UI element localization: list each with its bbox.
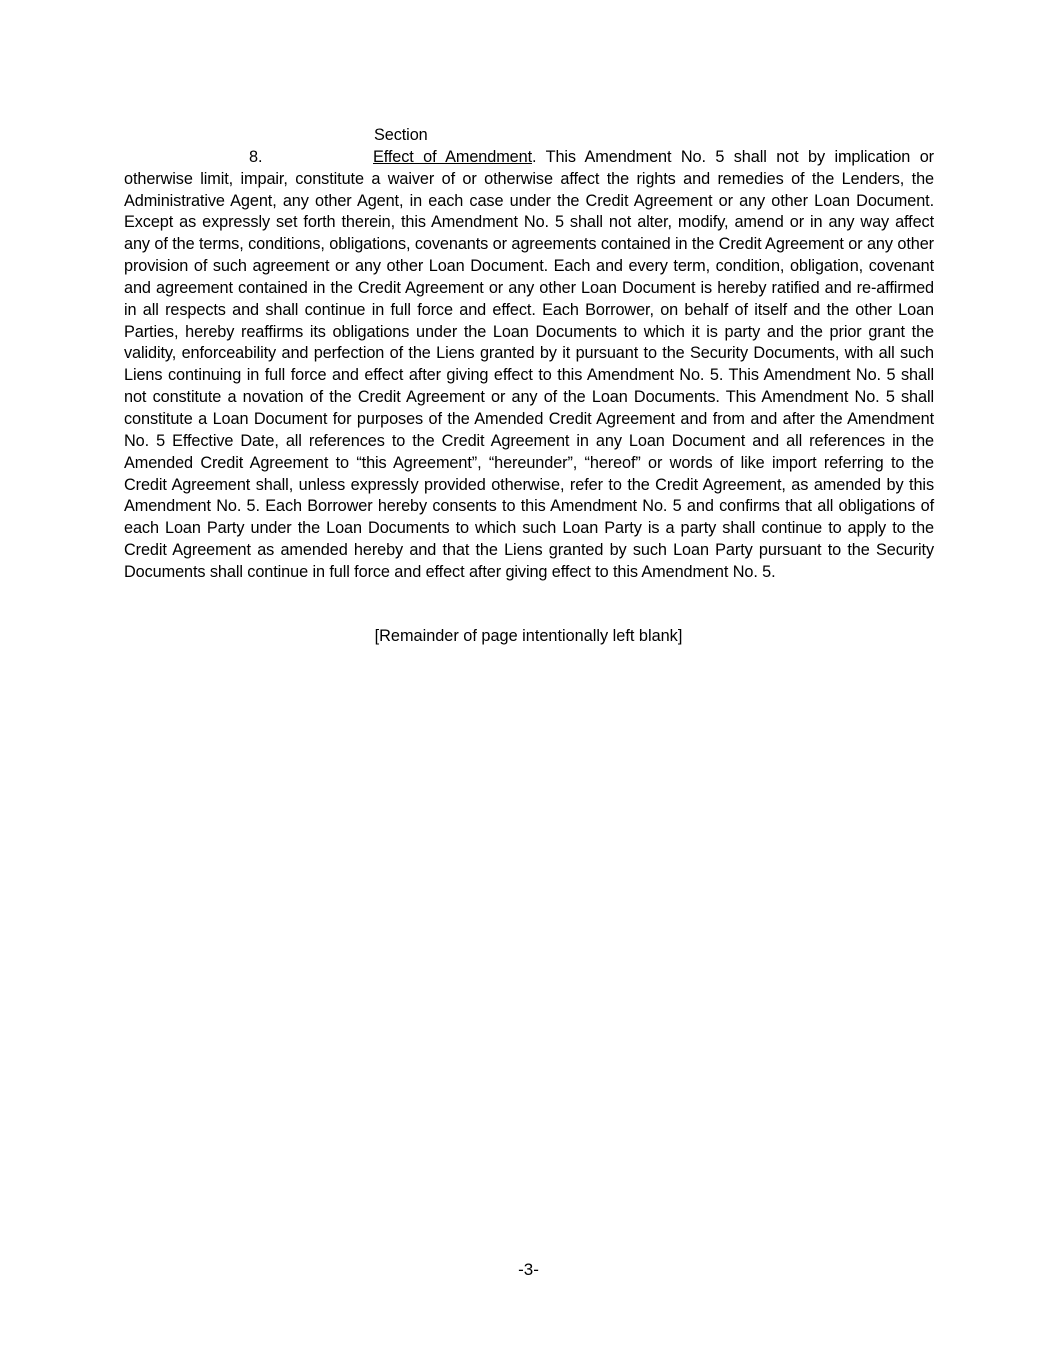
section-heading-period: .	[532, 147, 537, 166]
section-heading: Effect of Amendment	[373, 147, 533, 166]
section-body-text: This Amendment No. 5 shall not by implication or otherwise limit, impair, constitute a waiver of or otherwise affect the rights and remedies of the Lenders, the Administrative Agent, any other Agent, in each case under the Credit Agreement or any other Loan Document. Except as expressly set forth therein, this Amendment No. 5 shall not alter, modify, amend or in any way affect any of the terms, conditions, obligations, covenants or agreements contained in the Credit Agreement or any other provision of such agreement or any other Loan Document. Each and every term, condition, obligation, covenant and agreement contained in the Credit Agreement or any other Loan Document is hereby ratified and re-affirmed in all respects and shall continue in full force and effect. Each Borrower, on behalf of itself and the other Loan Parties, hereby reaffirms its obligations under the Loan Documents to which it is party and the prior grant the validity, enforceability and perfection of the Liens granted by it pursuant to the Security Documents, with all such Liens continuing in full force and effect after giving effect to this Amendment No. 5. This Amendment No. 5 shall not constitute a novation of the Credit Agreement or any of the Loan Documents. This Amendment No. 5 shall constitute a Loan Document for purposes of the Amended Credit Agreement and from and after the Amendment No. 5 Effective Date, all references to the Credit Agreement in any Loan Document and all references in the Amended Credit Agreement to “this Agreement”, “hereunder”, “hereof” or words of like import referring to the Credit Agreement shall, unless expressly provided otherwise, refer to the Credit Agreement, as amended by this Amendment No. 5. Each Borrower hereby consents to this Amendment No. 5 and confirms that all obligations of each Loan Party under the Loan Documents to which such Loan Party is a party shall continue to apply to the Credit Agreement as amended hereby and that the Liens granted by such Loan Party pursuant to the Security Documents shall continue in full force and effect after giving effect to this Amendment No. 5.	[124, 147, 934, 581]
section-8-paragraph	[124, 125, 934, 584]
section-number: Section 8.	[249, 126, 428, 166]
page-number: -3-	[518, 1260, 539, 1279]
remainder-blank-note: [Remainder of page intentionally left blank]	[374, 627, 683, 645]
